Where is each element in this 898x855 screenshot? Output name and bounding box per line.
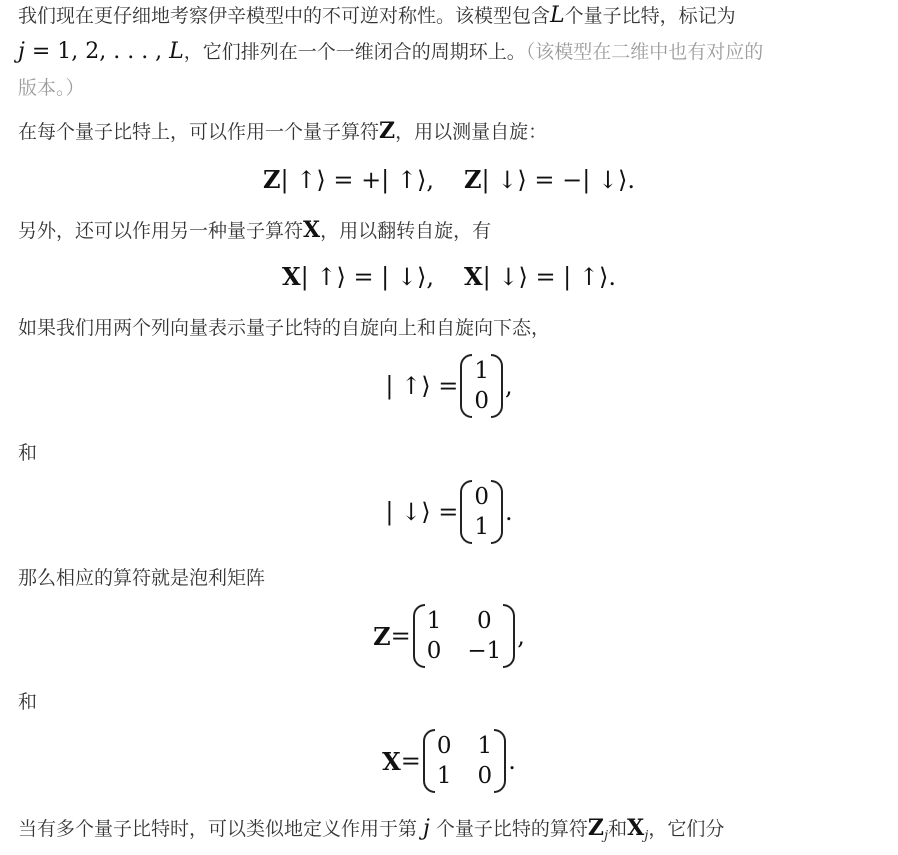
and-text-2 <box>18 684 878 720</box>
and-word-2: 和 <box>18 691 38 713</box>
pauli-intro-text: 那么相应的算符就是泡利矩阵 <box>18 567 266 589</box>
vector-entry: 1 <box>474 358 489 384</box>
matrix-entry: 0 <box>476 608 492 634</box>
matrix-entry: −1 <box>467 638 502 664</box>
eq-x-part-1: | ↑⟩ = | ↓⟩, <box>300 263 434 291</box>
pauli-intro-paragraph <box>18 560 878 596</box>
matrix-entry: 0 <box>426 638 442 664</box>
vector-intro-text: 如果我们用两个列向量表示量子比特的自旋向上和自旋向下态， <box>18 317 551 339</box>
vector-intro-paragraph <box>18 310 878 346</box>
last-text-3: ，它们分 <box>648 818 725 840</box>
and-word-1: 和 <box>18 442 38 464</box>
z-intro-text-2: ，用以测量自旋： <box>395 121 548 143</box>
last-text-2: 个量子比特的算符 <box>429 818 588 840</box>
x-j-symbol: X <box>627 815 645 841</box>
pauli-x-equals: = <box>400 747 421 775</box>
intro-note-2: 版本。） <box>18 77 85 99</box>
pauli-z-equals: = <box>390 622 411 650</box>
vector-entry: 0 <box>474 484 489 510</box>
x-action-equation <box>0 262 898 291</box>
var-L: L <box>550 3 565 28</box>
spin-up-column-vector <box>460 354 503 418</box>
spin-down-tail: . <box>504 498 513 526</box>
intro-text-3: ，它们排列在一个一维闭合的周期环上。 <box>183 41 526 63</box>
multi-qubit-paragraph <box>18 810 878 855</box>
spin-up-vector-equation <box>0 354 898 418</box>
eq-x-symbol-2: X <box>464 262 483 291</box>
last-text-1: 当有多个量子比特时，可以类似地定义作用于第 <box>18 818 424 840</box>
pauli-z-matrix-equation <box>0 604 898 668</box>
spin-down-lhs: | ↓⟩ = <box>385 498 459 526</box>
pauli-x-name: X <box>382 746 401 776</box>
eq-z-part-2: | ↓⟩ = −| ↓⟩. <box>481 166 636 194</box>
pauli-z-matrix <box>413 604 516 668</box>
eq-z-symbol-2: Z <box>464 165 482 194</box>
matrix-entry: 0 <box>436 733 452 759</box>
eq-z-symbol-1: Z <box>262 165 281 194</box>
z-operator-paragraph <box>18 113 878 150</box>
vector-entry: 0 <box>474 388 489 414</box>
eq-x-part-2: | ↓⟩ = | ↑⟩. <box>482 263 616 291</box>
spin-down-vector-equation <box>0 480 898 544</box>
intro-note-1: （该模型在二维中也有对应的 <box>525 41 764 63</box>
spin-down-column-vector <box>460 480 503 544</box>
range-expression: = 1, 2, . . . , <box>24 39 170 64</box>
spin-up-tail: , <box>504 372 513 400</box>
matrix-entry: 1 <box>426 608 442 634</box>
pauli-x-tail: . <box>508 747 516 775</box>
eq-x-symbol-1: X <box>282 262 301 291</box>
intro-text-1: 我们现在更仔细地考察伊辛模型中的不可逆对称性。该模型包含 <box>18 5 551 27</box>
pauli-z-tail: , <box>517 622 525 650</box>
spin-up-lhs: | ↑⟩ = <box>385 372 459 400</box>
pauli-z-name: Z <box>373 621 391 651</box>
eq-z-part-1: | ↑⟩ = +| ↑⟩, <box>280 166 434 194</box>
x-intro-text-1: 另外，还可以作用另一种量子算符 <box>18 220 304 242</box>
pauli-x-matrix <box>423 729 506 793</box>
var-L-2: L <box>169 39 184 64</box>
intro-paragraph <box>18 0 878 106</box>
z-j-subscript: j <box>603 828 609 844</box>
z-j-symbol: Z <box>587 815 604 841</box>
matrix-entry: 1 <box>477 733 493 759</box>
z-intro-text-1: 在每个量子比特上，可以作用一个量子算符 <box>18 121 380 143</box>
pauli-x-matrix-equation <box>0 729 898 793</box>
x-intro-text-2: ，用以翻转自旋，有 <box>320 220 492 242</box>
intro-text-2: 个量子比特，标记为 <box>564 5 736 27</box>
matrix-entry: 0 <box>477 763 493 789</box>
x-operator-symbol: X <box>303 217 321 243</box>
and-text-1 <box>18 435 878 471</box>
z-operator-symbol: Z <box>379 118 396 144</box>
z-action-equation <box>0 165 898 194</box>
vector-entry: 1 <box>474 514 489 540</box>
var-j-index: j <box>423 816 430 841</box>
last-and: 和 <box>608 818 628 840</box>
x-operator-paragraph <box>18 212 878 249</box>
var-j: j <box>18 39 25 64</box>
matrix-entry: 1 <box>436 763 452 789</box>
x-j-subscript: j <box>644 828 649 844</box>
